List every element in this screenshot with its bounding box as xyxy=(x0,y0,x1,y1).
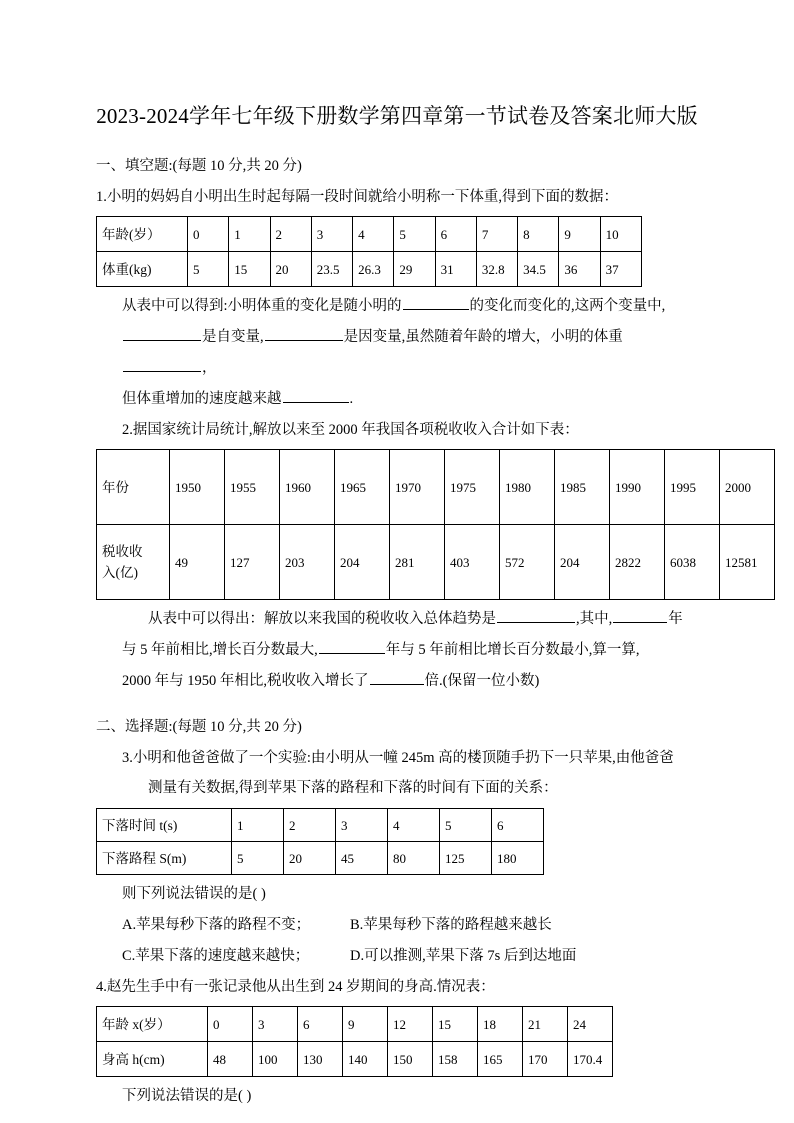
table-cell: 3 xyxy=(311,217,352,252)
table-cell: 5 xyxy=(394,217,435,252)
answer-blank[interactable] xyxy=(497,607,575,623)
table-cell: 5 xyxy=(440,809,492,842)
table-row xyxy=(97,450,775,525)
row-label-age: 年龄(岁） xyxy=(97,217,188,252)
row-label-tax xyxy=(97,525,170,600)
question-3-number: 3. xyxy=(122,750,133,766)
question-2-paragraph-line-2 xyxy=(96,635,698,666)
table-cell: 31 xyxy=(435,252,476,287)
question-3-prompt: 则下列说法错误的是( ) xyxy=(122,886,266,902)
q1-text-g: . xyxy=(349,391,354,407)
table-cell: 1985 xyxy=(555,450,610,525)
table-row xyxy=(97,809,544,842)
table-cell: 15 xyxy=(433,1007,478,1042)
table-cell: 1970 xyxy=(390,450,445,525)
table-cell: 32.8 xyxy=(476,252,517,287)
question-4-stem xyxy=(96,972,698,1002)
table-cell: 80 xyxy=(388,842,440,875)
table-cell: 204 xyxy=(555,525,610,600)
table-cell: 12 xyxy=(388,1007,433,1042)
answer-blank[interactable] xyxy=(123,356,201,372)
table-cell: 281 xyxy=(390,525,445,600)
question-1-paragraph-line-3 xyxy=(96,384,698,415)
table-row xyxy=(97,842,544,875)
q1-text-a: 从表中可以得到:小明体重的变化是随小明的 xyxy=(122,298,402,314)
table-cell: 48 xyxy=(208,1042,253,1077)
table-cell: 2 xyxy=(284,809,336,842)
table-cell: 2822 xyxy=(610,525,665,600)
row-label-weight: 体重(kg) xyxy=(97,252,188,287)
answer-blank[interactable] xyxy=(123,325,201,341)
table-row xyxy=(97,1042,613,1077)
answer-blank[interactable] xyxy=(319,638,385,654)
table-cell: 572 xyxy=(500,525,555,600)
table-cell: 36 xyxy=(559,252,600,287)
question-3-table xyxy=(96,808,544,875)
question-1-number: 1. xyxy=(96,189,107,205)
table-cell: 1955 xyxy=(225,450,280,525)
q1-text-d: 是因变量,虽然随着年龄的增大，小明的体重 xyxy=(343,329,623,345)
table-cell: 130 xyxy=(298,1042,343,1077)
table-cell: 125 xyxy=(440,842,492,875)
table-row xyxy=(97,525,775,600)
table-cell: 10 xyxy=(600,217,641,252)
question-2-stem-text: 据国家统计局统计,解放以来至 2000 年我国各项税收收入合计如下表： xyxy=(132,422,579,438)
question-1-stem xyxy=(96,182,698,212)
question-1-paragraph-line-1 xyxy=(96,291,698,322)
table-cell: 5 xyxy=(188,252,229,287)
question-2-stem xyxy=(96,415,698,445)
question-4-prompt: 下列说法错误的是( ) xyxy=(122,1088,252,1104)
table-cell: 18 xyxy=(478,1007,523,1042)
table-row xyxy=(97,252,642,287)
table-cell: 1 xyxy=(232,809,284,842)
answer-blank[interactable] xyxy=(283,387,349,403)
row-label-age-x: 年龄 x(岁） xyxy=(97,1007,208,1042)
question-2-table xyxy=(96,449,775,600)
table-cell: 3 xyxy=(336,809,388,842)
table-cell: 21 xyxy=(523,1007,568,1042)
table-cell: 170.4 xyxy=(568,1042,613,1077)
table-cell: 180 xyxy=(492,842,544,875)
table-cell: 1990 xyxy=(610,450,665,525)
table-cell: 1950 xyxy=(170,450,225,525)
option-d[interactable]: D.可以推测,苹果下落 7s 后到达地面 xyxy=(350,948,577,964)
question-4-stem-text: 赵先生手中有一张记录他从出生到 24 岁期间的身高.情况表： xyxy=(106,979,495,995)
table-row xyxy=(97,1007,613,1042)
question-3-stem-line-2: 测量有关数据,得到苹果下落的路程和下落的时间有下面的关系： xyxy=(148,780,558,796)
question-3-stem-text-1: 小明和他爸爸做了一个实验:由小明从一幢 245m 高的楼顶随手扔下一只苹果,由他爸爸 xyxy=(132,750,674,766)
section-heading-fill-in-blank: 一、填空题:(每题 10 分,共 20 分) xyxy=(96,158,302,174)
q2-text-g: 倍.(保留一位小数) xyxy=(424,673,540,689)
table-cell: 26.3 xyxy=(353,252,394,287)
table-cell: 15 xyxy=(229,252,270,287)
table-cell: 2 xyxy=(270,217,311,252)
table-cell: 1960 xyxy=(280,450,335,525)
table-cell: 49 xyxy=(170,525,225,600)
table-cell: 1 xyxy=(229,217,270,252)
row-label-tax-line1: 税收收 xyxy=(102,544,143,559)
q1-text-f: 但体重增加的速度越来越 xyxy=(122,391,282,407)
table-cell: 140 xyxy=(343,1042,388,1077)
table-cell: 6 xyxy=(492,809,544,842)
table-cell: 34.5 xyxy=(518,252,559,287)
table-cell: 204 xyxy=(335,525,390,600)
q2-text-c: 年 xyxy=(668,611,683,627)
q1-text-b: 的变化而变化的,这两个变量中, xyxy=(469,298,666,314)
question-3-options-row-1 xyxy=(96,910,698,941)
table-cell: 45 xyxy=(336,842,388,875)
table-row xyxy=(97,217,642,252)
question-3-stem-line-1 xyxy=(96,743,698,773)
question-4-number: 4. xyxy=(96,979,107,995)
table-cell: 1975 xyxy=(445,450,500,525)
page-title: 2023-2024学年七年级下册数学第四章第一节试卷及答案北师大版 xyxy=(96,104,698,128)
question-2-number: 2. xyxy=(122,422,133,438)
q1-text-c: 是自变量, xyxy=(202,329,264,345)
table-cell: 4 xyxy=(388,809,440,842)
table-cell: 100 xyxy=(253,1042,298,1077)
table-cell: 24 xyxy=(568,1007,613,1042)
table-cell: 127 xyxy=(225,525,280,600)
table-cell: 9 xyxy=(559,217,600,252)
table-cell: 20 xyxy=(270,252,311,287)
table-cell: 158 xyxy=(433,1042,478,1077)
row-label-fall-distance: 下落路程 S(m) xyxy=(97,842,232,875)
question-1-paragraph-line-2 xyxy=(96,322,698,384)
row-label-height-h: 身高 h(cm) xyxy=(97,1042,208,1077)
table-cell: 1965 xyxy=(335,450,390,525)
table-cell: 4 xyxy=(353,217,394,252)
question-3-options-row-2 xyxy=(96,941,698,972)
question-2-paragraph-line-3 xyxy=(96,666,698,697)
section-heading-multiple-choice: 二、选择题:(每题 10 分,共 20 分) xyxy=(96,719,302,735)
table-cell: 37 xyxy=(600,252,641,287)
q2-text-d: 与 5 年前相比,增长百分数最大, xyxy=(122,642,318,658)
q2-text-b: ,其中, xyxy=(576,611,613,627)
table-cell: 6 xyxy=(435,217,476,252)
table-cell: 6038 xyxy=(665,525,720,600)
table-cell: 403 xyxy=(445,525,500,600)
table-cell: 2000 xyxy=(720,450,775,525)
answer-blank[interactable] xyxy=(403,294,469,310)
question-4-table xyxy=(96,1006,613,1077)
q2-text-e: 年与 5 年前相比增长百分数最小,算一算, xyxy=(385,642,640,658)
row-label-tax-line2: 入(亿) xyxy=(102,565,138,580)
q2-text-a: 从表中可以得出：解放以来我国的税收收入总体趋势是 xyxy=(148,611,496,627)
answer-blank[interactable] xyxy=(265,325,343,341)
row-label-year: 年份 xyxy=(97,450,170,525)
table-cell: 6 xyxy=(298,1007,343,1042)
question-1-table xyxy=(96,216,642,287)
table-cell: 0 xyxy=(188,217,229,252)
table-cell: 1980 xyxy=(500,450,555,525)
table-cell: 170 xyxy=(523,1042,568,1077)
table-cell: 0 xyxy=(208,1007,253,1042)
answer-blank[interactable] xyxy=(370,669,424,685)
table-cell: 12581 xyxy=(720,525,775,600)
table-cell: 9 xyxy=(343,1007,388,1042)
table-cell: 150 xyxy=(388,1042,433,1077)
q1-text-e: ， xyxy=(202,360,217,376)
table-cell: 203 xyxy=(280,525,335,600)
table-cell: 8 xyxy=(518,217,559,252)
question-2-paragraph-line-1 xyxy=(96,604,698,635)
question-1-stem-text: 小明的妈妈自小明出生时起每隔一段时间就给小明称一下体重,得到下面的数据： xyxy=(106,189,618,205)
table-cell: 3 xyxy=(253,1007,298,1042)
option-b[interactable]: B.苹果每秒下落的路程越来越长 xyxy=(350,917,552,933)
row-label-fall-time: 下落时间 t(s) xyxy=(97,809,232,842)
table-cell: 7 xyxy=(476,217,517,252)
table-cell: 29 xyxy=(394,252,435,287)
table-cell: 1995 xyxy=(665,450,720,525)
table-cell: 20 xyxy=(284,842,336,875)
table-cell: 5 xyxy=(232,842,284,875)
table-cell: 23.5 xyxy=(311,252,352,287)
q2-text-f: 2000 年与 1950 年相比,税收收入增长了 xyxy=(122,673,369,689)
option-c[interactable]: C.苹果下落的速度越来越快； xyxy=(122,948,310,964)
table-cell: 165 xyxy=(478,1042,523,1077)
answer-blank[interactable] xyxy=(613,607,667,623)
option-a[interactable]: A.苹果每秒下落的路程不变； xyxy=(122,917,311,933)
